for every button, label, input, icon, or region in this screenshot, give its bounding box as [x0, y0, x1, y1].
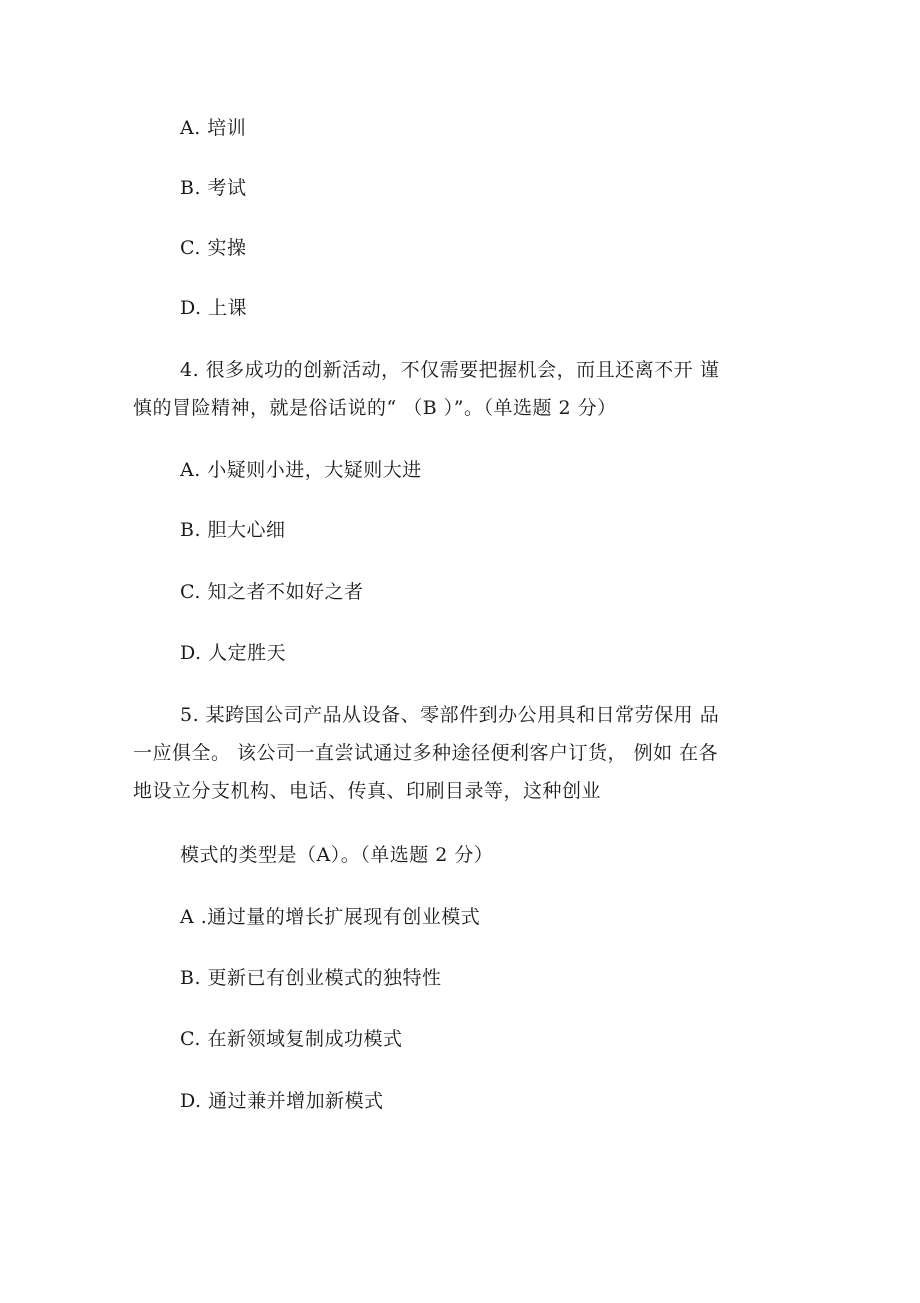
- q5-stem-line-4: 模式的类型是（A）。（单选题 2 分）: [180, 844, 494, 866]
- q4-stem-line-2: 慎的冒险精神，就是俗话说的“ （B ）”。（单选题 2 分）: [133, 397, 617, 419]
- q4-option-d: D. 人定胜天: [180, 642, 287, 664]
- q5-stem-line-1: 5. 某跨国公司产品从设备、零部件到办公用具和日常劳保用 品: [180, 704, 720, 726]
- q5-stem-line-3: 地设立分支机构、电话、传真、印刷目录等，这种创业: [133, 780, 602, 802]
- q4-stem-line-1: 4. 很多成功的创新活动，不仅需要把握机会，而且还离不开 谨: [180, 359, 720, 381]
- q5-option-d: D. 通过兼并增加新模式: [180, 1090, 384, 1112]
- q3-option-b: B. 考试: [180, 177, 247, 199]
- q5-option-b: B. 更新已有创业模式的独特性: [180, 967, 442, 989]
- q3-option-c: C. 实操: [180, 237, 247, 259]
- q3-option-d: D. 上课: [180, 297, 248, 319]
- q5-option-c: C. 在新领域复制成功模式: [180, 1028, 403, 1050]
- q5-stem-line-2: 一应俱全。 该公司一直尝试通过多种途径便利客户订货， 例如 在各: [133, 742, 719, 764]
- q5-option-a: A .通过量的增长扩展现有创业模式: [180, 906, 481, 928]
- q4-option-c: C. 知之者不如好之者: [180, 581, 364, 603]
- q4-option-a: A. 小疑则小进，大疑则大进: [180, 459, 422, 481]
- q4-option-b: B. 胆大心细: [180, 519, 286, 541]
- q3-option-a: A. 培训: [180, 117, 247, 139]
